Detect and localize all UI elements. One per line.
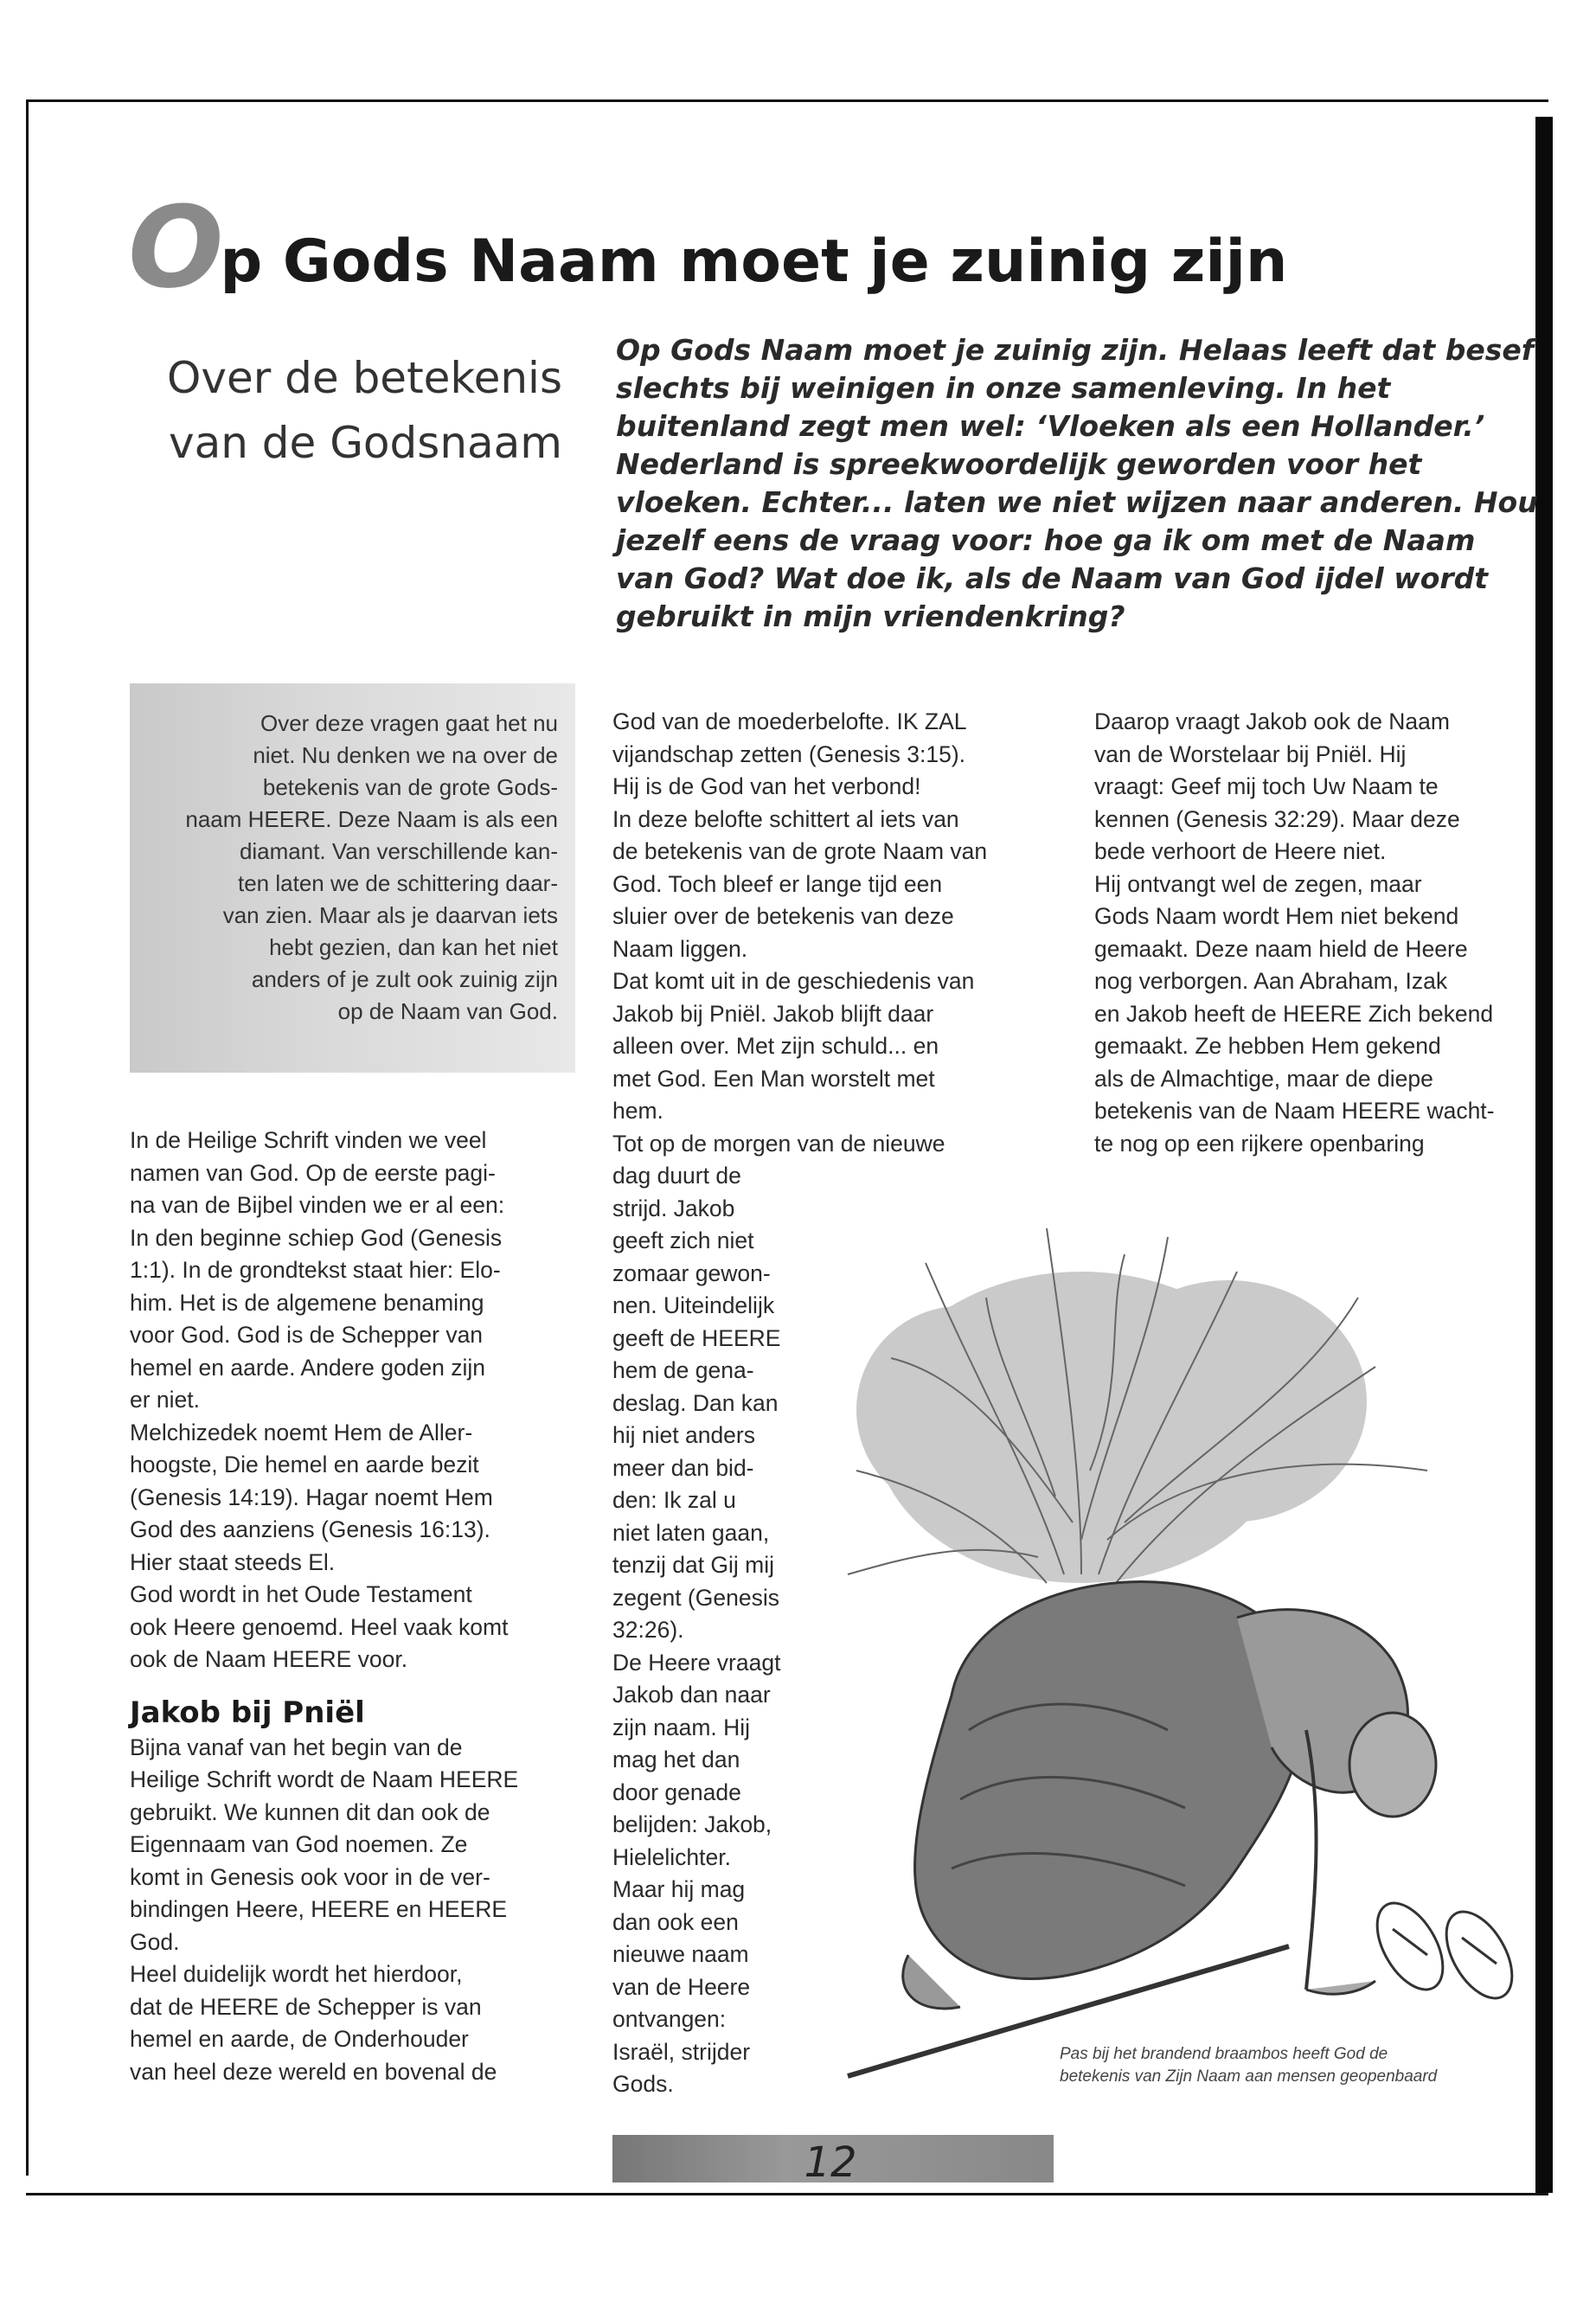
column-2-line: mag het dan [612, 1747, 740, 1772]
column-1-line: namen van God. Op de eerste pagi- [130, 1159, 496, 1186]
highlight-box-line: naam HEERE. Deze Naam is als een [185, 806, 558, 832]
column-3-line: gemaakt. Deze naam hield de Heere [1094, 935, 1468, 962]
column-2-line: hij niet anders [612, 1422, 755, 1448]
column-3-line: nog verborgen. Aan Abraham, Izak [1094, 968, 1448, 994]
column-2-line: zomaar gewon- [612, 1259, 771, 1286]
column-2-line: de betekenis van de grote Naam van [612, 838, 988, 864]
column-2-line: van de Heere [612, 1973, 751, 2000]
column-2-line: Naam liggen. [612, 935, 748, 962]
column-3-line: gemaakt. Ze hebben Hem gekend [1094, 1033, 1441, 1059]
section-heading: Jakob bij Pniël [130, 1695, 365, 1730]
column-2-line: den: Ik zal u [612, 1487, 736, 1513]
sandals [1364, 1892, 1526, 2009]
caption-line-1: Pas bij het brandend braambos heeft God de [1060, 2045, 1388, 2063]
column-3-line: van de Worstelaar bij Pniël. Hij [1094, 740, 1407, 767]
highlight-box-line: diamant. Van verschillende kan- [239, 838, 558, 864]
column-3-line: Gods Naam wordt Hem niet bekend [1094, 903, 1459, 929]
column-2-line: met God. Een Man worstelt met [612, 1065, 935, 1092]
column-1b-line: van heel deze wereld en bovenal de [130, 2058, 497, 2085]
column-1-line: er niet. [130, 1387, 201, 1413]
column-1b-line: Heilige Schrift wordt de Naam HEERE [130, 1766, 519, 1792]
title-dropcap: O [128, 182, 224, 313]
column-2-line: 32:26). [612, 1617, 684, 1643]
column-1b-line: Eigennaam van God noemen. Ze [130, 1831, 468, 1857]
bush-foliage [856, 1272, 1367, 1583]
column-2-line: deslag. Dan kan [612, 1389, 779, 1416]
column-2-line: ontvangen: [612, 2006, 727, 2032]
page-border-left [26, 99, 29, 2176]
page-title [128, 182, 1469, 313]
title-text: p Gods Naam moet je zuinig zijn [220, 228, 1288, 296]
column-2-line: hem. [612, 1098, 663, 1124]
column-2-line: tenzij dat Gij mij [612, 1552, 775, 1578]
column-3-line: te nog op een rijkere openbaring [1094, 1130, 1425, 1157]
column-2-line: belijden: Jakob, [612, 1811, 772, 1837]
column-2-line: Dat komt uit in de geschiedenis van [612, 968, 975, 994]
column-2-line: God. Toch bleef er lange tijd een [612, 870, 943, 897]
highlight-box-line: hebt gezien, dan kan het niet [269, 934, 558, 960]
column-2-line: God van de moederbelofte. IK ZAL [612, 708, 967, 734]
column-1b-line: bindingen Heere, HEERE en HEERE [130, 1896, 508, 1922]
column-2-line: De Heere vraagt [612, 1649, 781, 1676]
column-1b-line: Heel duidelijk wordt het hierdoor, [130, 1961, 463, 1987]
intro-paragraph: Op Gods Naam moet je zuinig zijn. Helaas leeft dat besef slechts bij weinigen in onze samenleving. In het buitenland zegt men wel: ‘Vloeken als een Hollander.’ Nederland is spreekwoordelijk geworden voor het vloeken. Echter... laten we niet wijzen naar anderen. Hou jezelf eens de vraag voor: hoe ga ik om met de Naam van God? Wat doe ik, als de Naam van God ijdel wordt gebruikt in mijn vriendenkring? [616, 333, 1538, 633]
column-1-line: Melchizedek noemt Hem de Aller- [130, 1419, 473, 1445]
column-2-line: sluier over de betekenis van deze [612, 903, 954, 929]
highlight-box-line: op de Naam van God. [337, 998, 558, 1024]
column-1b-line: God. [130, 1928, 180, 1955]
column-2-line: strijd. Jakob [612, 1195, 735, 1221]
column-1 [130, 1125, 580, 2088]
column-2-line: Tot op de morgen van de nieuwe [612, 1130, 945, 1157]
caption-line-2: betekenis van Zijn Naam aan mensen geopenbaard [1060, 2067, 1438, 2086]
column-1-line: ook Heere genoemd. Heel vaak komt [130, 1613, 509, 1640]
highlight-box-line: anders of je zult ook zuinig zijn [251, 966, 558, 992]
column-2-line: door genade [612, 1779, 741, 1805]
column-1-line: God wordt in het Oude Testament [130, 1581, 472, 1607]
page-border-bottom [26, 2193, 1548, 2195]
column-1-line: ook de Naam HEERE voor. [130, 1646, 408, 1672]
column-1-line: hoogste, Die hemel en aarde bezit [130, 1452, 479, 1477]
column-1-line: voor God. God is de Schepper van [130, 1322, 484, 1348]
subtitle-line-2: van de Godsnaam [168, 418, 562, 468]
column-1-line: In de Heilige Schrift vinden we veel [130, 1127, 487, 1153]
column-1-line: 1:1). In de grondtekst staat hier: Elo- [130, 1257, 501, 1283]
column-3-line: Daarop vraagt Jakob ook de Naam [1094, 708, 1450, 734]
column-2-line: Israël, strijder [612, 2038, 751, 2065]
column-1-line: him. Het is de algemene benaming [130, 1289, 484, 1316]
highlight-box-line: Over deze vragen gaat het nu [260, 710, 558, 736]
column-1b-line: hemel en aarde, de Onderhouder [130, 2026, 469, 2052]
column-3-line: bede verhoort de Heere niet. [1094, 838, 1387, 864]
column-2-line: dan ook een [612, 1908, 739, 1935]
column-2-line: vijandschap zetten (Genesis 3:15). [612, 740, 966, 767]
column-2-line: In deze belofte schittert al iets van [612, 805, 959, 832]
column-2-line: meer dan bid- [612, 1454, 754, 1481]
column-1-line: hemel en aarde. Andere goden zijn [130, 1354, 486, 1381]
column-2-line: zegent (Genesis [612, 1584, 779, 1611]
column-2-line: Jakob bij Pniël. Jakob blijft daar [612, 1000, 934, 1027]
illustration-caption [1060, 2043, 1535, 2088]
column-1b-line: gebruikt. We kunnen dit dan ook de [130, 1798, 490, 1825]
column-3-line: als de Almachtige, maar de diepe [1094, 1065, 1433, 1092]
page-border-top [26, 99, 1548, 102]
column-2-line: Hielelichter. [612, 1843, 731, 1870]
highlight-box [130, 683, 575, 1073]
column-2-line: niet laten gaan, [612, 1519, 770, 1546]
column-2-line: hem de gena- [612, 1357, 754, 1383]
column-3-line: kennen (Genesis 32:29). Maar deze [1094, 805, 1460, 832]
column-3 [1094, 706, 1544, 1160]
column-2-line: geeft zich niet [612, 1227, 754, 1253]
column-3-line: Hij ontvangt wel de zegen, maar [1094, 870, 1422, 897]
column-1b-line: dat de HEERE de Schepper is van [130, 1993, 482, 2020]
column-1-line: na van de Bijbel vinden we er al een: [130, 1192, 505, 1218]
column-3-line: vraagt: Geef mij toch Uw Naam te [1094, 773, 1439, 799]
column-2-line: geeft de HEERE [612, 1324, 781, 1351]
column-1b-line: Bijna vanaf van het begin van de [130, 1734, 463, 1760]
highlight-box-line: betekenis van de grote Gods- [262, 774, 558, 800]
column-2-line: Maar hij mag [612, 1876, 746, 1902]
column-1-line: Hier staat steeds El. [130, 1548, 336, 1575]
illustration-jacob-praying [822, 1211, 1540, 2093]
column-2-line: Jakob dan naar [612, 1682, 771, 1708]
column-1-line: God des aanziens (Genesis 16:13). [130, 1516, 490, 1542]
column-2-line: Hij is de God van het verbond! [612, 773, 921, 799]
column-2-line: dag duurt de [612, 1163, 741, 1189]
kneeling-figure [903, 1582, 1436, 2009]
subtitle [130, 346, 562, 476]
column-1-line: (Genesis 14:19). Hagar noemt Hem [130, 1484, 493, 1510]
highlight-box-text [156, 708, 558, 1028]
highlight-box-line: niet. Nu denken we na over de [253, 742, 558, 768]
highlight-box-line: van zien. Maar als je daarvan iets [222, 902, 558, 928]
subtitle-line-1: Over de betekenis [167, 353, 562, 403]
column-3-line: en Jakob heeft de HEERE Zich bekend [1094, 1000, 1494, 1027]
column-2-line: nieuwe naam [612, 1941, 749, 1967]
column-2-line: alleen over. Met zijn schuld... en [612, 1033, 939, 1059]
column-2-line: zijn naam. Hij [612, 1714, 751, 1740]
column-1b-line: komt in Genesis ook voor in de ver- [130, 1863, 490, 1890]
column-2-line: Gods. [612, 2071, 674, 2097]
column-2-line: nen. Uiteindelijk [612, 1292, 775, 1318]
column-1-line: In den beginne schiep God (Genesis [130, 1224, 503, 1251]
column-3-line: betekenis van de Naam HEERE wacht- [1094, 1098, 1495, 1124]
page-number: 12 [804, 2138, 857, 2187]
highlight-box-line: ten laten we de schittering daar- [238, 870, 558, 896]
